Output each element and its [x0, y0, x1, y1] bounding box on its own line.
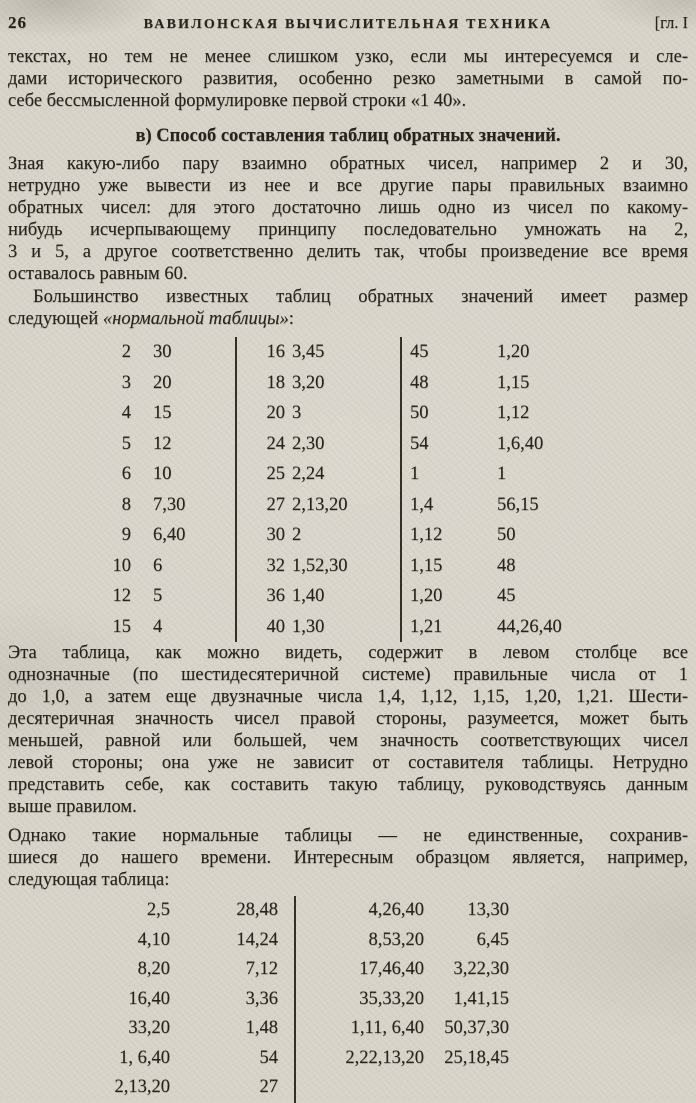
text-line: представить себе, как составить такую таблицу, руководствуясь данным	[8, 775, 688, 795]
section-heading: в) Способ составления таблиц обратных значений.	[135, 126, 561, 146]
running-title: ВАВИЛОНСКАЯ ВЫЧИСЛИТЕЛЬНАЯ ТЕХНИКА	[143, 17, 553, 32]
reciprocal-table-normal	[95, 337, 688, 642]
table-cell: 50	[497, 525, 516, 545]
table-cell: 6,45	[476, 929, 509, 950]
text-line: оставалось равным 60.	[8, 264, 188, 284]
table-cell: 5	[131, 581, 237, 612]
text-line: выше правилом.	[8, 797, 137, 817]
table-cell: 8,53,20	[368, 929, 424, 950]
table-row	[95, 368, 688, 399]
table-cell: 1	[497, 464, 507, 484]
table-row	[108, 955, 688, 985]
table-cell: 1,15	[497, 372, 530, 393]
table-cell: 27	[266, 494, 285, 515]
table-row	[108, 1014, 688, 1044]
text-line: дами исторического развития, особенно резко заметными в самой по-	[8, 69, 688, 89]
table-cell: 14,24	[170, 926, 296, 956]
table-cell: 6	[131, 551, 237, 582]
text-line: десятеричная значность чисел правой стороны, разумеется, может быть	[8, 709, 688, 729]
paragraph-method	[8, 153, 688, 285]
table-row	[95, 581, 688, 612]
table-cell: 15	[131, 398, 237, 429]
text-line	[8, 308, 688, 330]
table-cell: 40	[266, 616, 285, 637]
table-cell: 50,37,30	[444, 1018, 509, 1038]
table-cell: 25	[266, 464, 285, 484]
table-cell	[296, 1073, 424, 1103]
table-row	[95, 551, 688, 582]
italic-run: «нормальной таблицы»	[102, 309, 289, 329]
table-row	[108, 985, 688, 1015]
table-cell: 7,12	[170, 955, 296, 985]
table-cell: 1,12	[410, 525, 443, 545]
table-cell: 30	[266, 525, 285, 545]
table-cell: 44,26,40	[497, 616, 562, 637]
table-cell: 4	[131, 612, 237, 643]
text-line: текстах, но тем не менее слишком узко, если мы интересуемся и сле-	[8, 47, 688, 67]
text-line: меньшей, равной или большей, чем значность соответствующих чисел	[8, 731, 688, 751]
table-cell: 2	[285, 520, 402, 551]
text-line: Большинство известных таблиц обратных значений имеет размер	[33, 287, 688, 307]
table-cell: 16,40	[128, 988, 170, 1009]
table-cell: 1,12	[497, 403, 530, 423]
table-cell: 1,41,15	[453, 988, 509, 1009]
table-cell: 27	[170, 1073, 296, 1103]
table-cell: 12	[131, 429, 237, 460]
table-cell: 54	[410, 433, 429, 454]
table-cell: 45	[497, 586, 516, 606]
table-cell: 35,33,20	[359, 988, 424, 1009]
table-cell: 28,48	[170, 896, 296, 926]
table-cell: 12	[112, 586, 131, 606]
table-cell: 1,15	[410, 555, 443, 576]
text-line: левой стороны; она уже не зависит от составителя таблицы. Нетрудно	[8, 753, 688, 773]
table-cell: 1,20	[497, 342, 530, 362]
paragraph-analysis	[8, 642, 688, 818]
table-cell: 6	[121, 464, 131, 484]
page-header	[8, 8, 688, 33]
text-line: нибудь исчерпывающему принципу последовательно умножать на 2,	[8, 220, 688, 240]
table-cell: 1	[410, 464, 420, 484]
table-cell: 1,52,30	[285, 551, 402, 582]
table-cell: 2,5	[146, 900, 170, 920]
table-cell: 3,45	[285, 337, 402, 368]
table-row	[108, 1044, 688, 1074]
table-cell: 32	[266, 555, 285, 576]
text-line: себе бессмысленной формулировке первой строки «1 40».	[8, 91, 467, 111]
table-cell: 3,36	[170, 985, 296, 1015]
table-cell: 10	[131, 459, 237, 490]
text-line: Однако такие нормальные таблицы — не единственные, сохранив-	[8, 826, 688, 846]
table-row	[95, 612, 688, 643]
table-cell: 30	[131, 337, 237, 368]
table-row	[95, 337, 688, 368]
page-number: 26	[8, 13, 27, 32]
chapter-label: [гл. I	[654, 13, 688, 32]
text-run: :	[288, 309, 294, 329]
table-cell: 2,13,20	[114, 1077, 170, 1097]
table-cell: 48	[410, 372, 429, 393]
table-cell: 2,24	[285, 459, 402, 490]
table-cell: 56,15	[497, 494, 539, 515]
table-cell: 3	[121, 372, 131, 393]
table-cell: 20	[266, 403, 285, 423]
table-cell: 18	[266, 372, 285, 393]
paragraph-intro	[8, 46, 688, 112]
table-row	[95, 520, 688, 551]
table-cell: 8,20	[137, 959, 170, 979]
paragraph-other-tables	[8, 825, 688, 891]
text-run: следующей	[8, 309, 103, 329]
table-cell: 10	[112, 555, 131, 576]
reciprocal-table-extended	[108, 896, 688, 1103]
table-cell: 1,11, 6,40	[350, 1018, 424, 1038]
table-cell: 20	[131, 368, 237, 399]
text-line: до 1,0, а затем еще двузначные числа 1,4, 1,12, 1,15, 1,20, 1,21. Шести-	[8, 687, 688, 707]
text-line: Зная какую-либо пару взаимно обратных чисел, например 2 и 30,	[8, 154, 688, 174]
table-row	[95, 490, 688, 521]
table-cell: 54	[170, 1044, 296, 1074]
table-cell: 1,40	[285, 581, 402, 612]
table-cell: 8	[121, 494, 131, 515]
table-cell: 3	[285, 398, 402, 429]
table-cell: 33,20	[128, 1018, 170, 1038]
table-cell	[424, 1073, 509, 1103]
table-cell: 13,30	[467, 900, 509, 920]
text-line: однозначные (по шестидесятеричной системе) правильные числа от 1	[8, 665, 688, 685]
table-cell: 25,18,45	[444, 1047, 509, 1068]
table-cell: 1,20	[410, 586, 443, 606]
table-cell: 6,40	[131, 520, 237, 551]
table-row	[108, 1073, 688, 1103]
table-cell: 24	[266, 433, 285, 454]
table-cell: 3,20	[285, 368, 402, 399]
text-line: 3 и 5, а другое соответственно делить так, чтобы произведение все время	[8, 242, 688, 262]
table-cell: 3,22,30	[453, 959, 509, 979]
table-cell: 1,6,40	[497, 433, 544, 454]
table-cell: 4,10	[137, 929, 170, 950]
table-row	[108, 926, 688, 956]
table-cell: 2,30	[285, 429, 402, 460]
table-cell: 1,48	[170, 1014, 296, 1044]
table-cell: 2	[121, 342, 131, 362]
table-cell: 4,26,40	[368, 900, 424, 920]
table-cell: 4	[121, 403, 131, 423]
paragraph-table-lead	[8, 286, 688, 330]
table-cell: 17,46,40	[359, 959, 424, 979]
table-cell: 1,4	[410, 494, 434, 515]
table-cell: 2,22,13,20	[345, 1047, 424, 1068]
table-cell: 50	[410, 403, 429, 423]
text-line: шиеся до нашего времени. Интересным образцом является, например,	[8, 848, 688, 868]
table-cell: 45	[410, 342, 429, 362]
text-line: Эта таблица, как можно видеть, содержит в левом столбце все	[8, 643, 688, 663]
table-cell: 5	[121, 433, 131, 454]
table-cell: 15	[112, 616, 131, 637]
table-row	[108, 896, 688, 926]
table-cell: 36	[266, 586, 285, 606]
text-line: обратных чисел: для этого достаточно лишь одно из чисел по какому-	[8, 198, 688, 218]
table-cell: 2,13,20	[285, 490, 402, 521]
text-line: нетрудно уже вывести из нее и все другие пары правильных взаимно	[8, 176, 688, 196]
table-cell: 9	[121, 525, 131, 545]
table-cell: 48	[497, 555, 516, 576]
table-row	[95, 398, 688, 429]
table-cell: 1, 6,40	[119, 1047, 170, 1068]
table-cell: 16	[266, 342, 285, 362]
table-row	[95, 429, 688, 460]
table-cell: 1,21	[410, 616, 443, 637]
text-line: следующая таблица:	[8, 870, 170, 890]
table-cell: 1,30	[285, 612, 402, 643]
table-cell: 7,30	[131, 490, 237, 521]
table-row	[95, 459, 688, 490]
